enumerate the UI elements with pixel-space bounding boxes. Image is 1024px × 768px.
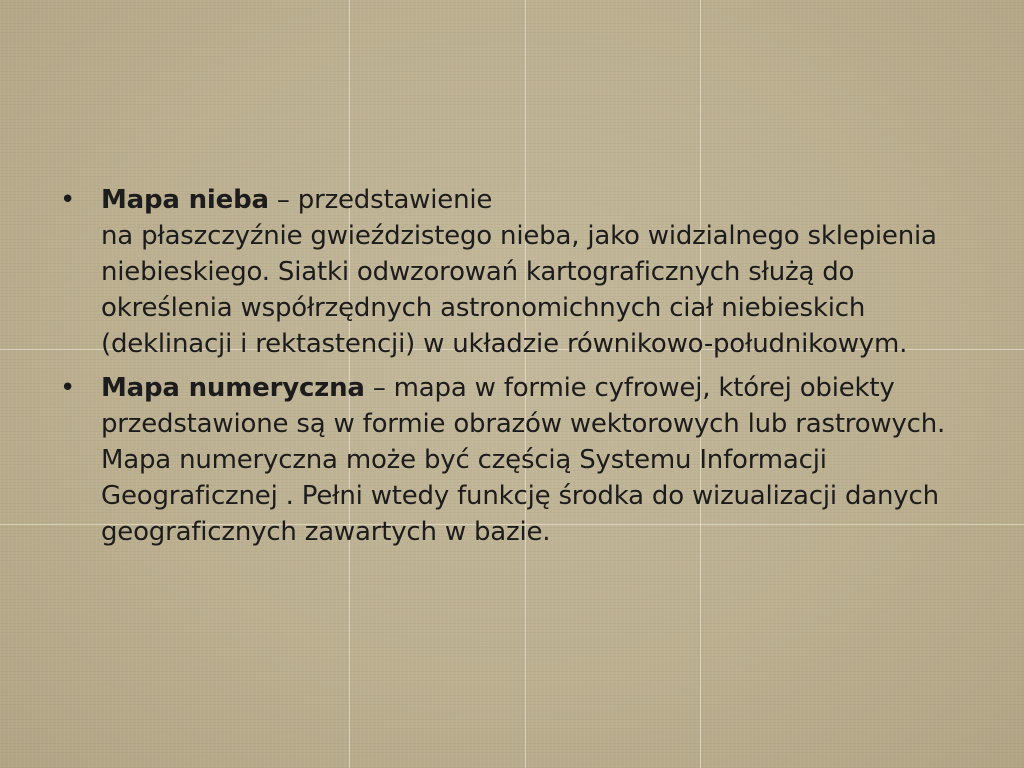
bullet-icon: •: [60, 373, 76, 403]
bullet-item-mapa-nieba: [58, 182, 958, 362]
bullet-icon: •: [60, 185, 76, 215]
definition-mapa-numeryczna: – mapa w formie cyfrowej, której obiekty przedstawione są w formie obrazów wektorowych lub rastrowych. Mapa numeryczna może być częścią Systemu Informacji Geograficznej . Pełni wtedy funkcję środka do wizualizacji danych geograficznych zawartych w bazie.: [101, 373, 946, 547]
bullet-item-mapa-numeryczna: [58, 370, 958, 550]
slide-content: [58, 182, 958, 558]
definition-mapa-nieba: – przedstawienie na płaszczyźnie gwieździstego nieba, jako widzialnego sklepienia niebieskiego. Siatki odwzorowań kartograficznych służą do określenia współrzędnych astronomichnych ciał niebieskich (deklinacji i rektastencji) w układzie równikowo-południkowym.: [101, 185, 937, 359]
term-mapa-numeryczna: Mapa numeryczna: [101, 373, 365, 403]
term-mapa-nieba: Mapa nieba: [101, 185, 269, 215]
bullet-list: [58, 182, 958, 550]
